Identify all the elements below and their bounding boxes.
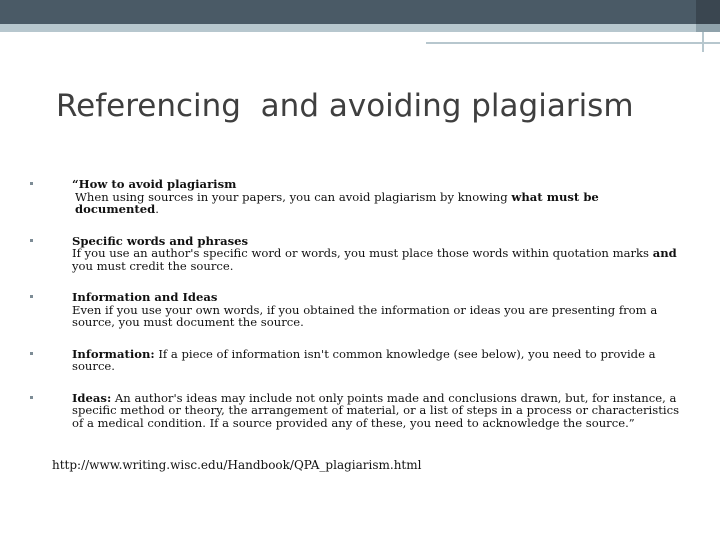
bullet-body-text: If you use an author's specific word or words, you must place those words within quotation marks [72, 246, 653, 260]
bullet-body [72, 191, 680, 216]
bullet-heading: Information and Ideas [72, 290, 218, 304]
bullet-body-end: . [155, 202, 159, 216]
decor-stripe-horizontal [426, 42, 720, 44]
bullet-heading: Information: [72, 346, 155, 361]
top-bar-dark [0, 0, 720, 24]
bullet-square-icon [30, 239, 33, 242]
bullet-ideas [30, 392, 680, 430]
bullet-body-strong: and [652, 246, 677, 260]
slide-title: Referencing and avoiding plagiarism [56, 88, 634, 124]
bullet-heading: “How to avoid plagiarism [72, 177, 237, 191]
bullet-square-icon [30, 182, 33, 185]
bullet-body: If a piece of information isn't common knowledge (see below), you need to provide a source. [72, 346, 656, 373]
bullet-body-end: you must credit the source. [72, 258, 234, 273]
bullet-body-strong: what must be documented [75, 189, 599, 216]
source-link[interactable]: http://www.writing.wisc.edu/Handbook/QPA_plagiarism.html [52, 458, 422, 472]
bullet-body: Even if you use your own words, if you obtained the information or ideas you are presenting from a source, you must document the source. [72, 302, 658, 329]
bullet-square-icon [30, 295, 33, 298]
corner-block-light [696, 24, 720, 32]
bullet-information [30, 348, 680, 373]
bullet-body [72, 247, 680, 272]
decor-stripe-vertical [702, 32, 704, 52]
bullet-how-to-avoid [30, 178, 680, 216]
bullet-body-text: When using sources in your papers, you can avoid plagiarism by knowing [75, 189, 512, 204]
bullet-list [30, 178, 680, 429]
top-bar-light [0, 24, 720, 32]
bullet-heading: Specific words and phrases [72, 233, 249, 248]
bullet-body: An author's ideas may include not only points made and conclusions drawn, but, for instance, a specific method or theory, the arrangement of material, or a list of steps in a process or characteristics of a medical condition. If a source provided any of these, you need to acknowledge the source.” [72, 390, 680, 430]
bullet-square-icon [30, 352, 33, 355]
bullet-square-icon [30, 396, 33, 399]
bullet-heading: Ideas: [72, 390, 112, 405]
bullet-specific-words [30, 235, 680, 273]
bullet-information-ideas [30, 291, 680, 329]
